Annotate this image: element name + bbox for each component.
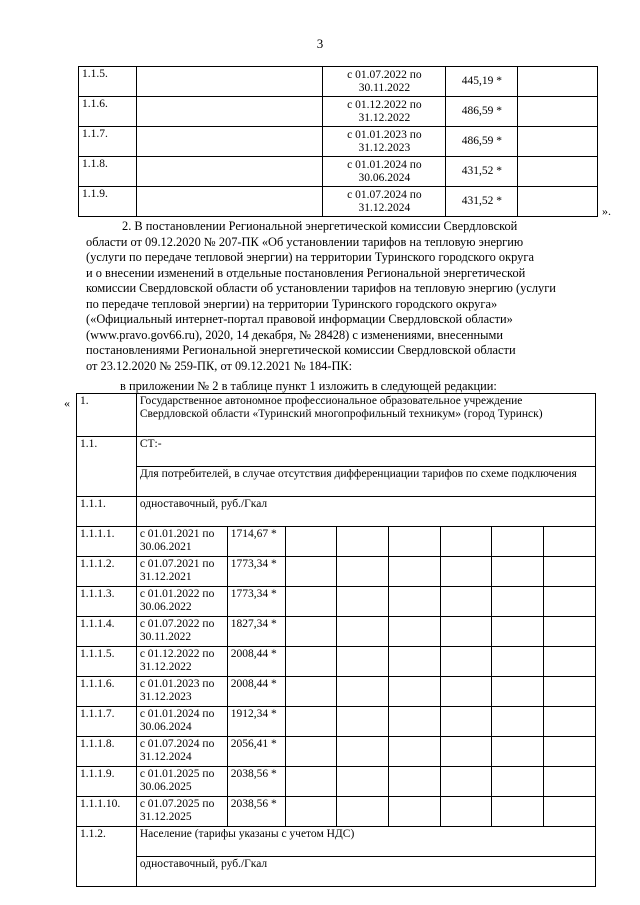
- row-number: 1.1.1.9.: [77, 767, 137, 797]
- empty-cell: [137, 157, 323, 187]
- empty-cell: [137, 97, 323, 127]
- period-start: с 01.01.2021 по: [139, 528, 215, 540]
- table-row: [77, 677, 596, 707]
- period-end: 30.06.2024: [358, 171, 411, 184]
- row-number: 1.1.1.6.: [77, 677, 137, 707]
- empty-cell: [137, 67, 323, 97]
- row-number: 1.1.1.1.: [77, 527, 137, 557]
- paragraph-line: 2. В постановлении Региональной энергетической комиссии Свердловской: [122, 219, 518, 233]
- empty-cell: [440, 677, 492, 707]
- tariff-value: 445,19 *: [446, 67, 518, 97]
- empty-cell: [518, 127, 598, 157]
- period-cell: [323, 187, 446, 217]
- empty-cell: [388, 737, 440, 767]
- period-end: 31.12.2022: [358, 111, 411, 124]
- tariff-value: 2008,44 *: [227, 647, 285, 677]
- period-start: с 01.07.2022 по: [139, 618, 215, 630]
- empty-cell: [285, 587, 337, 617]
- table-row: [77, 557, 596, 587]
- tariff-value: 431,52 *: [446, 187, 518, 217]
- table-row: [77, 797, 596, 827]
- empty-cell: [337, 617, 389, 647]
- page-number: 3: [316, 36, 324, 51]
- empty-cell: [388, 587, 440, 617]
- table-row: [77, 737, 596, 767]
- paragraph-line: области от 09.12.2020 № 207-ПК «Об установлении тарифов на тепловую энергию: [86, 234, 524, 249]
- period-end: 30.06.2024: [139, 721, 192, 733]
- period-start: с 01.07.2024 по: [347, 188, 422, 201]
- empty-cell: [285, 527, 337, 557]
- period-end: 30.11.2022: [139, 631, 192, 643]
- empty-cell: [388, 557, 440, 587]
- empty-cell: [285, 647, 337, 677]
- period-end: 31.12.2021: [139, 571, 192, 583]
- paragraph-line: от 23.12.2020 № 259-ПК, от 09.12.2021 № 184-ПК:: [86, 358, 353, 373]
- empty-cell: [544, 797, 596, 827]
- table-row: [77, 617, 596, 647]
- table-row: [77, 647, 596, 677]
- tariff-value: 1714,67 *: [227, 527, 285, 557]
- row-number: 1.1.1.7.: [77, 707, 137, 737]
- table-row: [77, 707, 596, 737]
- table-row: [79, 127, 598, 157]
- period-cell: [136, 557, 227, 587]
- period-cell: [323, 127, 446, 157]
- empty-cell: [544, 587, 596, 617]
- empty-cell: [518, 67, 598, 97]
- consumers-label: Для потребителей, в случае отсутствия дифференциации тарифов по схеме подключения: [136, 467, 595, 497]
- empty-cell: [285, 737, 337, 767]
- table-row: [77, 767, 596, 797]
- paragraph-line: (www.pravo.gov66.ru), 2020, 14 декабря, № 28428) с изменениями, внесенными: [86, 327, 503, 342]
- paragraph-line: (услуги по передаче тепловой энергии) на территории Туринского городского округа: [86, 250, 534, 264]
- empty-cell: [285, 707, 337, 737]
- period-cell: [136, 767, 227, 797]
- period-end: 31.12.2022: [139, 661, 192, 673]
- empty-cell: [337, 647, 389, 677]
- row-number: 1.1.1.8.: [77, 737, 137, 767]
- period-cell: [136, 677, 227, 707]
- amendment-paragraph: [86, 219, 618, 374]
- empty-cell: [544, 767, 596, 797]
- tariff-value: 1773,34 *: [227, 587, 285, 617]
- tariff-value: 2008,44 *: [227, 677, 285, 707]
- population-number: 1.1.2.: [77, 827, 137, 887]
- empty-cell: [440, 707, 492, 737]
- empty-cell: [518, 97, 598, 127]
- table-row: [79, 157, 598, 187]
- period-start: с 01.12.2022 по: [347, 98, 422, 111]
- row-number: 1.1.1.5.: [77, 647, 137, 677]
- paragraph-line: комиссии Свердловской области об установлении тарифов на тепловую энергию (услуги: [86, 281, 556, 295]
- period-end: 31.12.2025: [139, 811, 192, 823]
- table-row: [79, 187, 598, 217]
- empty-cell: [337, 587, 389, 617]
- empty-cell: [544, 647, 596, 677]
- empty-cell: [492, 527, 544, 557]
- empty-cell: [492, 617, 544, 647]
- empty-cell: [492, 767, 544, 797]
- empty-cell: [388, 647, 440, 677]
- empty-cell: [492, 737, 544, 767]
- empty-cell: [440, 737, 492, 767]
- empty-cell: [440, 527, 492, 557]
- period-end: 30.06.2022: [139, 601, 192, 613]
- period-end: 31.12.2024: [139, 751, 192, 763]
- empty-cell: [337, 737, 389, 767]
- empty-cell: [492, 677, 544, 707]
- period-start: с 01.07.2022 по: [347, 68, 422, 81]
- period-cell: [136, 797, 227, 827]
- period-start: с 01.07.2025 по: [139, 798, 215, 810]
- empty-cell: [544, 557, 596, 587]
- empty-cell: [137, 187, 323, 217]
- period-cell: [136, 617, 227, 647]
- tariff-value: 1912,34 *: [227, 707, 285, 737]
- period-start: с 01.01.2023 по: [139, 678, 215, 690]
- period-cell: [136, 707, 227, 737]
- period-cell: [323, 97, 446, 127]
- period-start: с 01.12.2022 по: [139, 648, 215, 660]
- empty-cell: [518, 157, 598, 187]
- table-row: [79, 67, 598, 97]
- period-start: с 01.07.2021 по: [139, 558, 215, 570]
- empty-cell: [388, 677, 440, 707]
- table-row: [77, 587, 596, 617]
- row-number: 1.1.1.10.: [77, 797, 137, 827]
- tariff-table-bottom: [76, 393, 596, 887]
- empty-cell: [544, 617, 596, 647]
- period-end: 30.06.2021: [139, 541, 192, 553]
- empty-cell: [544, 527, 596, 557]
- empty-cell: [388, 617, 440, 647]
- population-rate-label: одноставочный, руб./Гкал: [136, 857, 595, 887]
- empty-cell: [285, 677, 337, 707]
- table-row: [77, 527, 596, 557]
- tariff-value: 1773,34 *: [227, 557, 285, 587]
- period-cell: [136, 647, 227, 677]
- period-end: 31.12.2024: [358, 201, 411, 214]
- sub-label: СТ:-: [136, 437, 595, 467]
- tariff-value: 486,59 *: [446, 127, 518, 157]
- row-number: 1.1.5.: [79, 67, 137, 97]
- sub-number: 1.1.: [77, 437, 137, 497]
- empty-cell: [337, 527, 389, 557]
- empty-cell: [440, 617, 492, 647]
- empty-cell: [492, 587, 544, 617]
- single-rate-number: 1.1.1.: [77, 497, 137, 527]
- population-label: Население (тарифы указаны с учетом НДС): [136, 827, 595, 857]
- period-end: 30.11.2022: [358, 81, 411, 94]
- single-rate-label: одноставочный, руб./Гкал: [136, 497, 595, 527]
- period-start: с 01.07.2024 по: [139, 738, 215, 750]
- period-end: 31.12.2023: [139, 691, 192, 703]
- tariff-value: 486,59 *: [446, 97, 518, 127]
- paragraph-line: по передаче тепловой энергии) на территории Туринского городского округа»: [86, 296, 498, 311]
- empty-cell: [285, 767, 337, 797]
- empty-cell: [388, 527, 440, 557]
- period-start: с 01.01.2025 по: [139, 768, 215, 780]
- period-start: с 01.01.2024 по: [347, 158, 422, 171]
- empty-cell: [388, 767, 440, 797]
- org-name: Государственное автономное профессиональное образовательное учреждение Свердловской области «Туринский многопрофильный техникум» (город Туринск): [136, 394, 595, 437]
- empty-cell: [518, 187, 598, 217]
- empty-cell: [544, 677, 596, 707]
- tariff-value: 2056,41 *: [227, 737, 285, 767]
- empty-cell: [544, 707, 596, 737]
- empty-cell: [544, 737, 596, 767]
- empty-cell: [492, 707, 544, 737]
- row-number: 1.1.7.: [79, 127, 137, 157]
- row-number: 1.1.9.: [79, 187, 137, 217]
- period-cell: [323, 67, 446, 97]
- tariff-value: 1827,34 *: [227, 617, 285, 647]
- empty-cell: [440, 557, 492, 587]
- period-cell: [136, 737, 227, 767]
- empty-cell: [337, 767, 389, 797]
- table-row: [79, 97, 598, 127]
- row-number: 1.1.6.: [79, 97, 137, 127]
- empty-cell: [337, 557, 389, 587]
- row-number: 1.1.8.: [79, 157, 137, 187]
- empty-cell: [137, 127, 323, 157]
- paragraph-line: постановлениями Региональной энергетической комиссии Свердловской области: [86, 343, 516, 357]
- period-end: 31.12.2023: [358, 141, 411, 154]
- empty-cell: [388, 797, 440, 827]
- empty-cell: [337, 677, 389, 707]
- empty-cell: [492, 797, 544, 827]
- empty-cell: [440, 797, 492, 827]
- period-start: с 01.01.2023 по: [347, 128, 422, 141]
- empty-cell: [492, 557, 544, 587]
- amendment-intro: в приложении № 2 в таблице пункт 1 изложить в следующей редакции:: [120, 379, 497, 393]
- empty-cell: [285, 557, 337, 587]
- empty-cell: [337, 707, 389, 737]
- empty-cell: [440, 767, 492, 797]
- empty-cell: [285, 617, 337, 647]
- tariff-table-top: [78, 66, 598, 217]
- paragraph-line: и о внесении изменений в отдельные постановления Региональной энергетической: [86, 265, 526, 280]
- period-start: с 01.01.2024 по: [139, 708, 215, 720]
- period-end: 30.06.2025: [139, 781, 192, 793]
- row-number: 1.1.1.4.: [77, 617, 137, 647]
- empty-cell: [285, 797, 337, 827]
- tariff-value: 2038,56 *: [227, 797, 285, 827]
- empty-cell: [388, 707, 440, 737]
- empty-cell: [492, 647, 544, 677]
- tariff-value: 2038,56 *: [227, 767, 285, 797]
- period-cell: [136, 587, 227, 617]
- row-number: 1.1.1.2.: [77, 557, 137, 587]
- org-number: 1.: [77, 394, 137, 437]
- row-number: 1.1.1.3.: [77, 587, 137, 617]
- opening-quote-mark: «: [64, 396, 70, 410]
- closing-quote-mark: ».: [602, 204, 611, 218]
- empty-cell: [440, 647, 492, 677]
- period-cell: [323, 157, 446, 187]
- period-start: с 01.01.2022 по: [139, 588, 215, 600]
- empty-cell: [440, 587, 492, 617]
- paragraph-line: («Официальный интернет-портал правовой информации Свердловской области»: [86, 312, 513, 326]
- tariff-value: 431,52 *: [446, 157, 518, 187]
- period-cell: [136, 527, 227, 557]
- empty-cell: [337, 797, 389, 827]
